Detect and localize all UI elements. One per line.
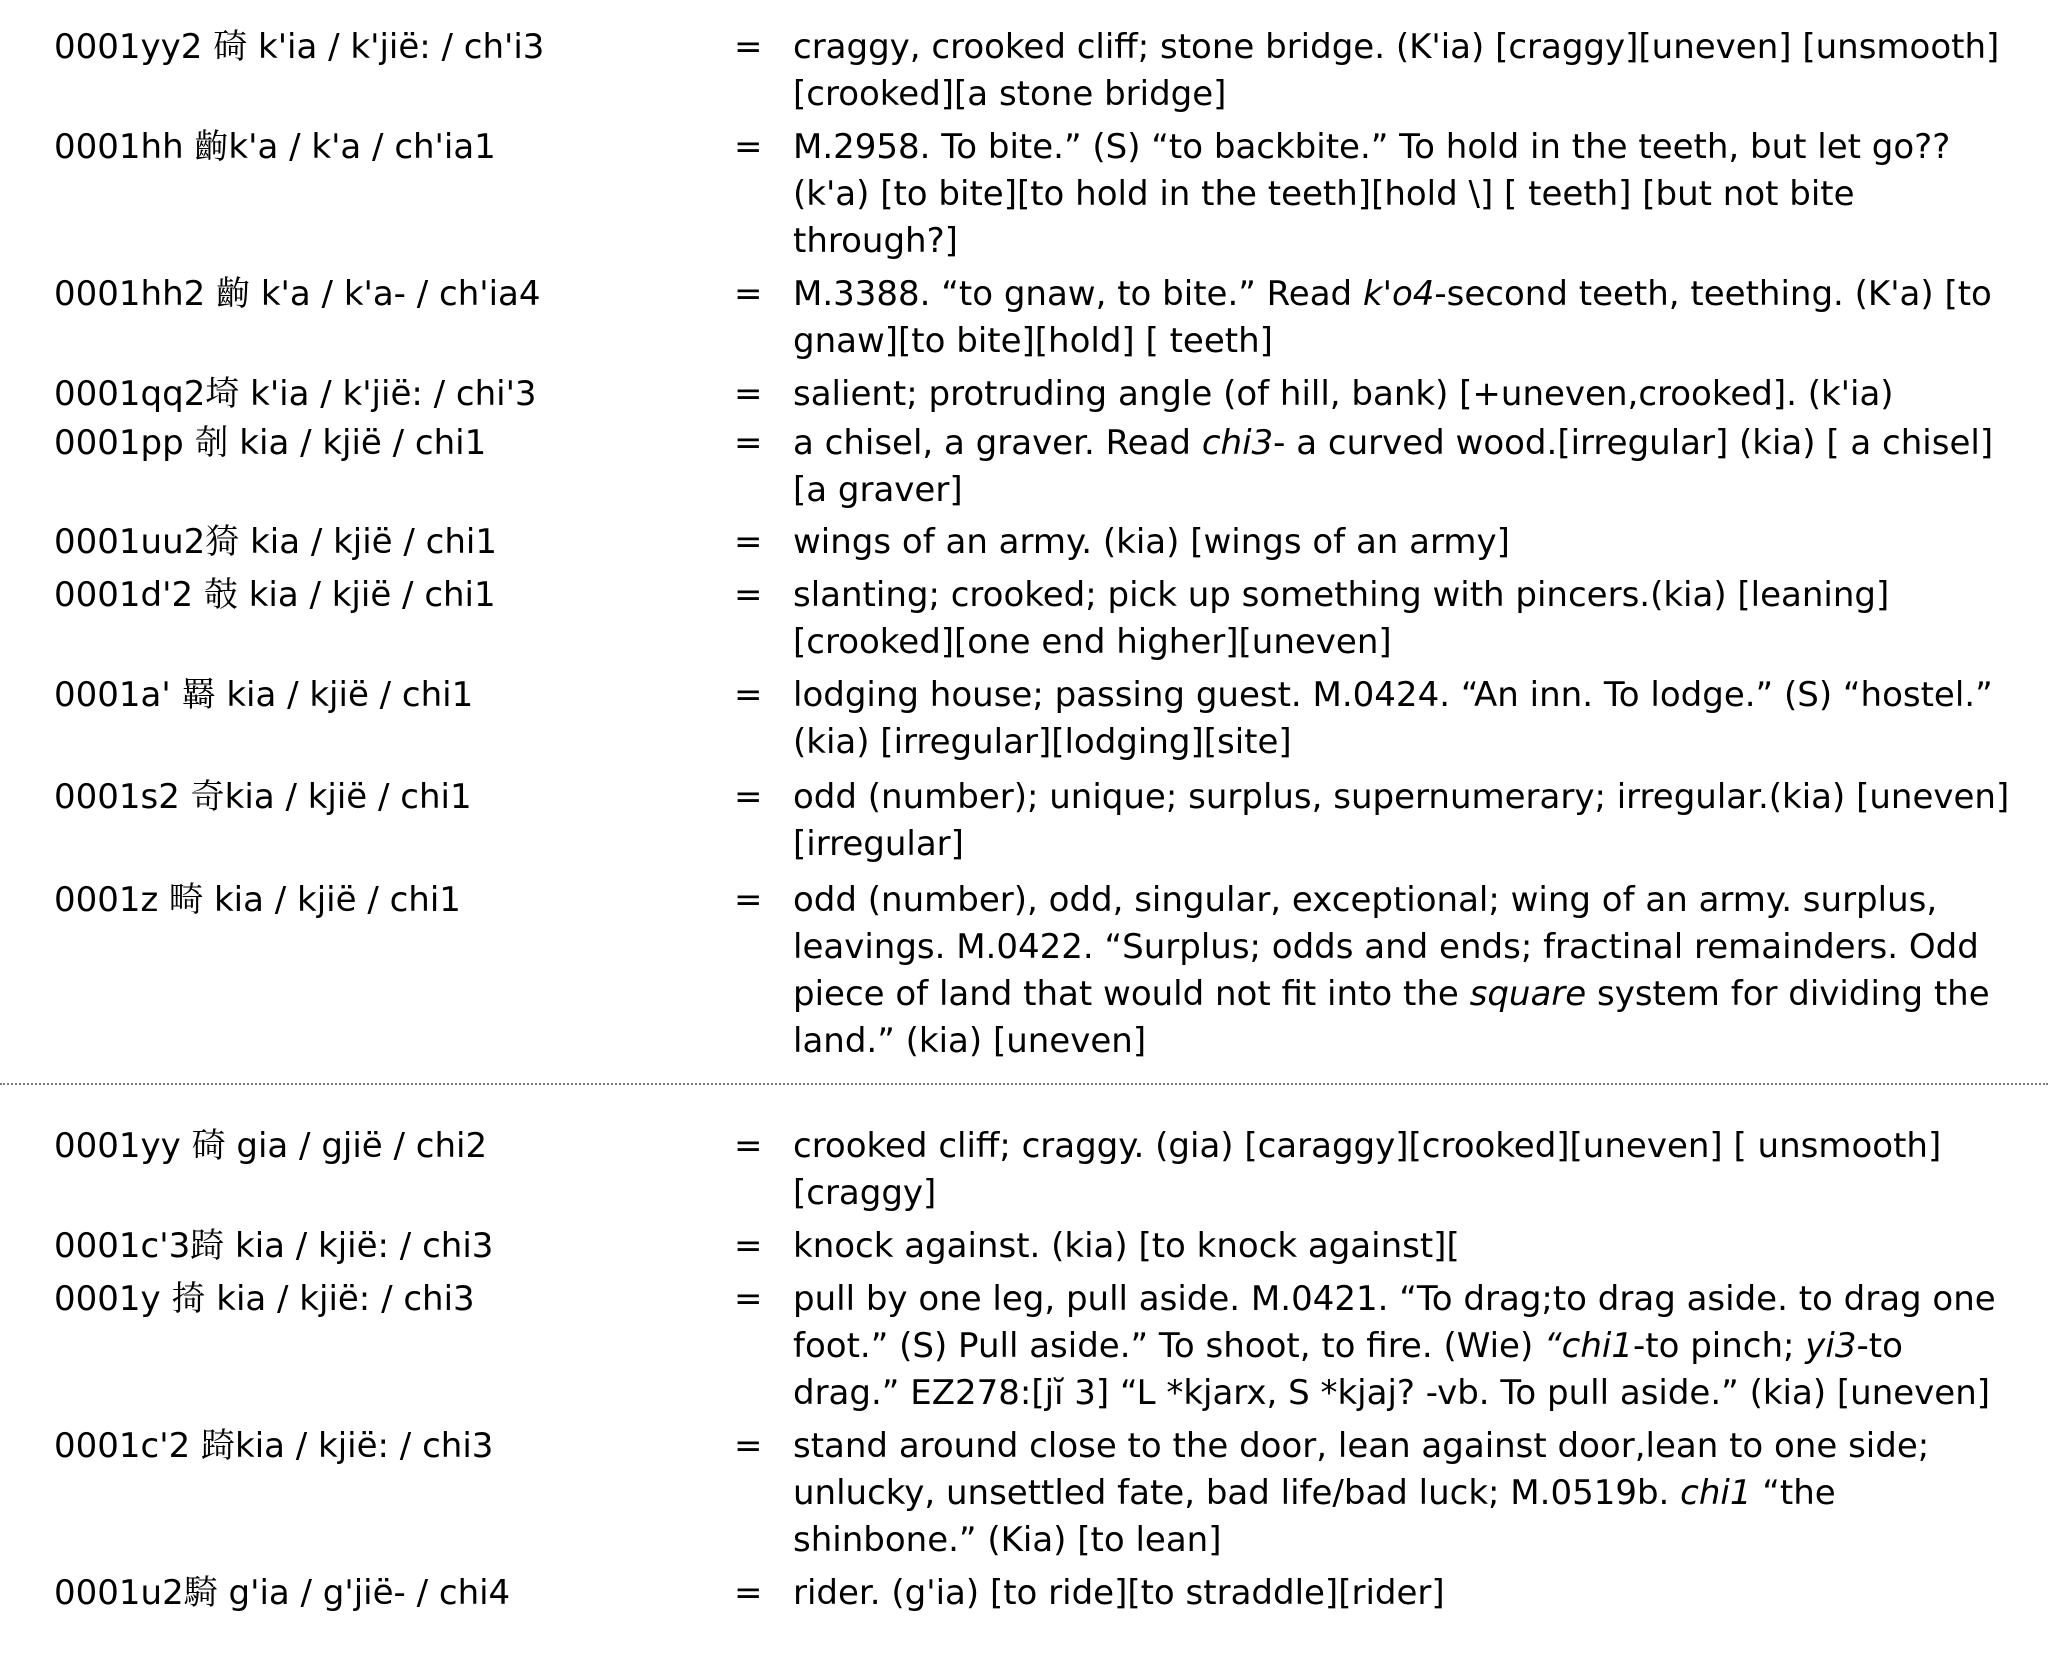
- entry-definition: odd (number); unique; surplus, supernumerary; irregular.(kia) [uneven] [irregular]: [793, 777, 2010, 864]
- definition-italic-text: “chi1: [1544, 1326, 1633, 1366]
- entry-headword: 0001uu2猗 kia / kjië / chi1: [54, 522, 497, 562]
- entry-definition: slanting; crooked; pick up something with pincers.(kia) [leaning][crooked][one end higher][uneven]: [793, 575, 1890, 662]
- dictionary-entry: [54, 877, 2018, 1065]
- entry-definition: rider. (g'ia) [to ride][to straddle][rider]: [793, 1573, 1445, 1613]
- entry-headword: 0001a' 羇 kia / kjië / chi1: [54, 675, 474, 715]
- equals-sign: =: [734, 522, 763, 562]
- definition-text: - a curved wood.[irregular] (kia) [ a chisel][a graver]: [793, 423, 1994, 510]
- dotted-separator: [0, 1083, 2048, 1085]
- dictionary-entry: [54, 124, 2018, 265]
- definition-text: odd (number), odd, singular, exceptional; wing of an army. surplus, leavings. M.0422. “Surplus; odds and ends; fractinal remainders. Odd piece of land that would not fit into the: [793, 880, 1979, 1014]
- definition-text: stand around close to the door, lean against door,lean to one side; unlucky, unsettled fate, bad life/bad luck; M.0519b.: [793, 1426, 1930, 1513]
- dictionary-entry: [54, 774, 2018, 868]
- equals-sign: =: [734, 1426, 763, 1466]
- dictionary-entry: [54, 1123, 2018, 1217]
- dictionary-entry: [54, 271, 2018, 365]
- entry-definition: [793, 877, 2018, 1065]
- equals-sign: =: [734, 1573, 763, 1613]
- equals-sign: =: [734, 27, 763, 67]
- entry-headword: 0001c'3踦 kia / kjië: / chi3: [54, 1226, 494, 1266]
- equals-sign: =: [734, 274, 763, 314]
- entry-definition: lodging house; passing guest. M.0424. “An inn. To lodge.” (S) “hostel.” (kia) [irregular][lodging][site]: [793, 675, 1993, 762]
- entry-definition: salient; protruding angle (of hill, bank) [+uneven,crooked]. (k'ia): [793, 374, 1894, 414]
- equals-sign: =: [734, 1226, 763, 1266]
- entry-group-2: [0, 1093, 2048, 1617]
- equals-sign: =: [734, 880, 763, 920]
- definition-italic-text: yi3: [1805, 1326, 1857, 1366]
- entry-headword: 0001hh2 齣 k'a / k'a- / ch'ia4: [54, 274, 541, 314]
- definition-text: -to pinch;: [1632, 1326, 1806, 1366]
- dictionary-entry: [54, 1570, 2018, 1617]
- entry-headword: 0001qq2埼 k'ia / k'jië: / chi'3: [54, 374, 537, 414]
- entry-definition: M.2958. To bite.” (S) “to backbite.” To hold in the teeth, but let go??(k'a) [to bite][to hold in the teeth][hold \] [ teeth] [but not bite through?]: [793, 127, 1951, 261]
- equals-sign: =: [734, 777, 763, 817]
- dictionary-entry: [54, 1423, 2018, 1564]
- equals-sign: =: [734, 127, 763, 167]
- equals-sign: =: [734, 575, 763, 615]
- dictionary-entry: [54, 420, 2018, 514]
- entry-headword: 0001c'2 踦kia / kjië: / chi3: [54, 1426, 494, 1466]
- definition-text: system for dividing the land.” (kia) [uneven]: [793, 974, 1990, 1061]
- entry-definition: [793, 1423, 2018, 1564]
- dictionary-entry: [54, 1223, 2018, 1270]
- dictionary-entry: [54, 572, 2018, 666]
- equals-sign: =: [734, 1279, 763, 1319]
- dictionary-entry: [54, 24, 2018, 118]
- entry-definition: [793, 271, 2018, 365]
- entry-headword: 0001y 掎 kia / kjië: / chi3: [54, 1279, 475, 1319]
- dictionary-entry: [54, 672, 2018, 766]
- entry-definition: knock against. (kia) [to knock against][: [793, 1226, 1460, 1266]
- definition-text: -to drag.” EZ278:[jĭ 3] “L *kjarx, S *kjaj? -vb. To pull aside.” (kia) [uneven]: [793, 1326, 1991, 1413]
- definition-text: M.3388. “to gnaw, to bite.” Read: [793, 274, 1363, 314]
- equals-sign: =: [734, 675, 763, 715]
- equals-sign: =: [734, 423, 763, 463]
- entry-headword: 0001pp 剞 kia / kjië / chi1: [54, 423, 487, 463]
- definition-text: -second teeth, teething. (K'a) [to gnaw][to bite][hold] [ teeth]: [793, 274, 1992, 361]
- entry-definition: [793, 1276, 2018, 1417]
- equals-sign: =: [734, 1126, 763, 1166]
- dictionary-entry: [54, 519, 2018, 566]
- dictionary-entry: [54, 371, 2018, 418]
- dictionary-entry: [54, 1276, 2018, 1417]
- definition-italic-text: k'o4: [1362, 274, 1435, 314]
- equals-sign: =: [734, 374, 763, 414]
- entry-headword: 0001hh 齣k'a / k'a / ch'ia1: [54, 127, 496, 167]
- entry-definition: wings of an army. (kia) [wings of an army]: [793, 522, 1510, 562]
- definition-italic-text: chi3: [1201, 423, 1274, 463]
- definition-text: pull by one leg, pull aside. M.0421. “To drag;to drag aside. to drag one foot.” (S) Pull aside.” To shoot, to fire. (Wie): [793, 1279, 1996, 1366]
- definition-italic-text: square: [1469, 974, 1587, 1014]
- entry-headword: 0001yy 碕 gia / gjië / chi2: [54, 1126, 488, 1166]
- entry-definition: craggy, crooked cliff; stone bridge. (K'ia) [craggy][uneven] [unsmooth][crooked][a stone bridge]: [793, 27, 2000, 114]
- entry-headword: 0001d'2 攲 kia / kjië / chi1: [54, 575, 496, 615]
- definition-italic-text: chi1: [1680, 1473, 1752, 1513]
- entry-headword: 0001u2騎 g'ia / g'jië- / chi4: [54, 1573, 511, 1613]
- entry-definition: [793, 420, 2018, 514]
- entry-headword: 0001z 畸 kia / kjië / chi1: [54, 880, 461, 920]
- definition-text: a chisel, a graver. Read: [793, 423, 1202, 463]
- definition-text: “the shinbone.” (Kia) [to lean]: [793, 1473, 1836, 1560]
- entry-headword: 0001s2 奇kia / kjië / chi1: [54, 777, 472, 817]
- entry-definition: crooked cliff; craggy. (gia) [caraggy][crooked][uneven] [ unsmooth][craggy]: [793, 1126, 1942, 1213]
- entry-headword: 0001yy2 碕 k'ia / k'jië: / ch'i3: [54, 27, 545, 67]
